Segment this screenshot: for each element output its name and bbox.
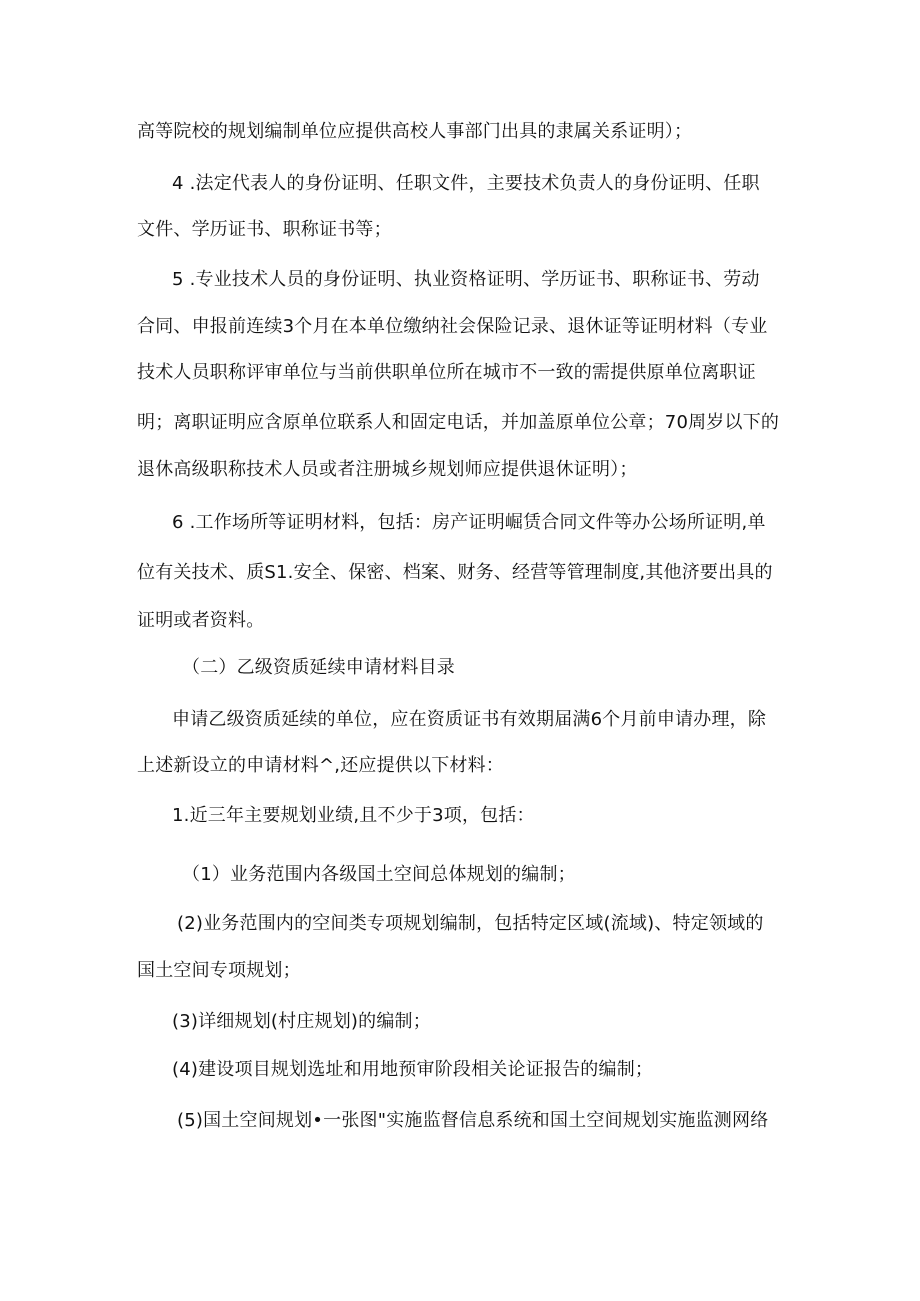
section-heading: （二）乙级资质延续申请材料目录 xyxy=(182,657,455,678)
text-line: 位有关技术、质S1.安全、保密、档案、财务、经营等管理制度,其他济要出具的 xyxy=(137,562,773,583)
list-item: (4)建设项目规划选址和用地预审阶段相关论证报告的编制； xyxy=(172,1059,654,1080)
text-line: 高等院校的规划编制单位应提供高校人事部门出具的隶属关系证明）； xyxy=(137,121,693,142)
text-line: 4 .法定代表人的身份证明、任职文件，主要技术负责人的身份证明、任职 xyxy=(172,173,760,194)
text-line: 退休高级职称技术人员或者注册城乡规划师应提供退休证明）； xyxy=(137,459,638,480)
text-line: 文件、学历证书、职称证书等； xyxy=(137,219,392,240)
text-line: 上述新设立的申请材料^,还应提供以下材料： xyxy=(137,755,505,776)
list-item: (3)详细规划(村庄规划)的编制； xyxy=(172,1011,431,1032)
text-line: 5 .专业技术人员的身份证明、执业资格证明、学历证书、职称证书、劳动 xyxy=(172,269,760,290)
text-line: 合同、申报前连续3个月在本单位缴纳社会保险记录、退休证等证明材料（专业 xyxy=(137,316,768,337)
list-item: (5)国土空间规划•一张图"实施监督信息系统和国土空间规划实施监测网络 xyxy=(177,1110,769,1131)
text-line: 明；离职证明应含原单位联系人和固定电话，并加盖原单位公章；70周岁以下的 xyxy=(137,412,780,433)
text-line: 证明或者资料。 xyxy=(137,610,265,631)
list-item: (2)业务范围内的空间类专项规划编制，包括特定区域(流域)、特定领域的 xyxy=(177,913,764,934)
text-line: 1.近三年主要规划业绩,且不少于3项，包括： xyxy=(172,805,535,826)
text-line: 申请乙级资质延续的单位，应在资质证书有效期届满6个月前申请办理，除 xyxy=(172,709,767,730)
text-line: 技术人员职称评审单位与当前供职单位所在城市不一致的需提供原单位离职证 xyxy=(137,362,756,383)
list-item: （1）业务范围内各级国土空间总体规划的编制； xyxy=(182,864,576,885)
text-line: 6 .工作场所等证明材料，包括：房产证明崛赁合同文件等办公场所证明,单 xyxy=(172,512,766,533)
text-line: 国土空间专项规划； xyxy=(137,960,301,981)
